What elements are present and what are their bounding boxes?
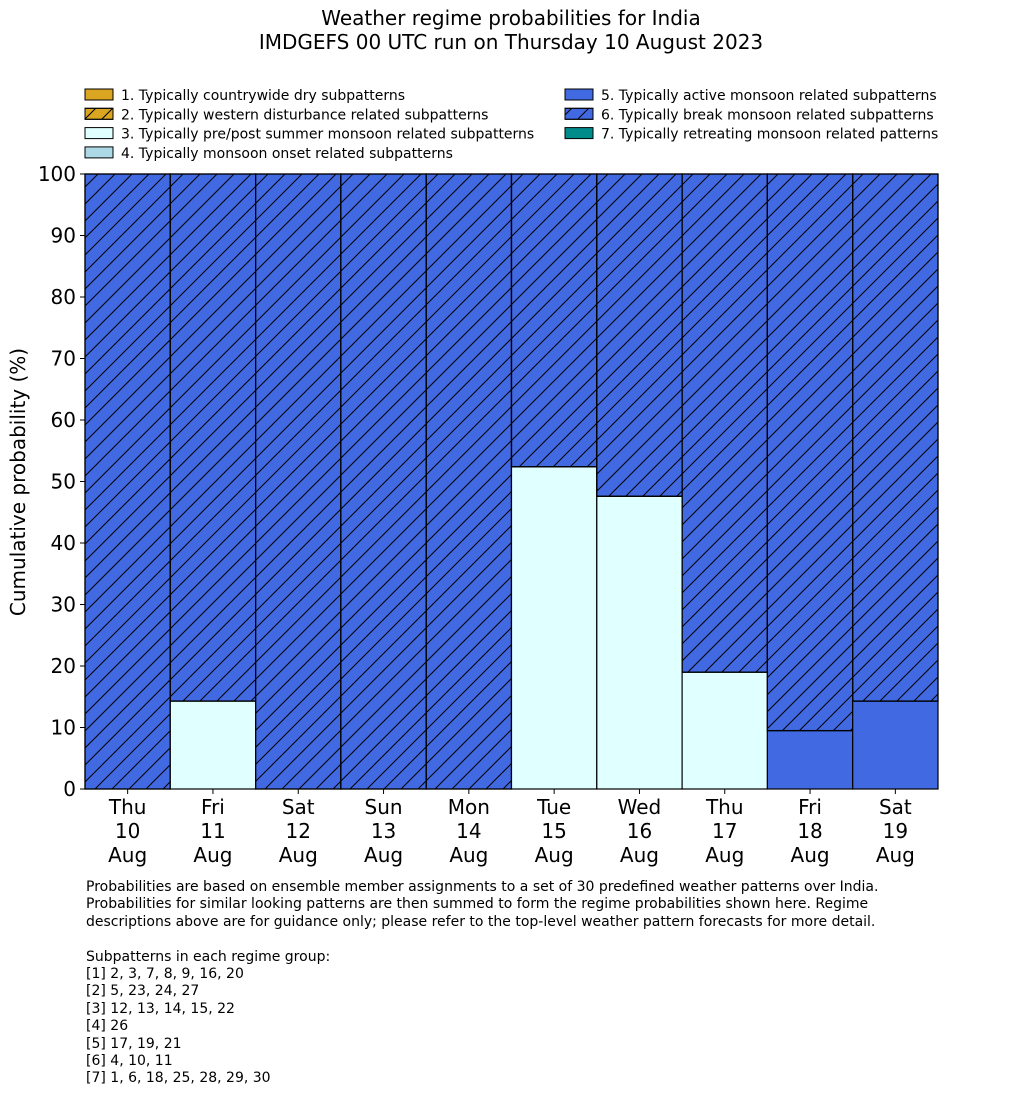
x-tick-label: 10 bbox=[114, 819, 141, 843]
legend-entry-5: 5. Typically active monsoon related subpatterns bbox=[601, 88, 937, 104]
bar-hatch-6-wed-16-aug bbox=[597, 174, 682, 496]
x-tick-label: Aug bbox=[449, 843, 489, 867]
legend-entry-4: 4. Typically monsoon onset related subpatterns bbox=[121, 145, 453, 162]
chart-title: Weather regime probabilities for India bbox=[321, 6, 701, 30]
footnote-line: descriptions above are for guidance only; please refer to the top-level weather pattern forecasts for more detail. bbox=[86, 913, 876, 930]
legend-entry-3: 3. Typically pre/post summer monsoon related subpatterns bbox=[121, 126, 535, 143]
footnote-explanation bbox=[86, 879, 986, 931]
bar-hatch-6-mon-14-aug bbox=[426, 174, 511, 789]
subpattern-groups-list bbox=[86, 966, 986, 1088]
y-axis-title: Cumulative probability (%) bbox=[6, 347, 30, 617]
legend-swatch-5 bbox=[565, 89, 593, 100]
y-tick-label: 100 bbox=[37, 162, 76, 186]
bar-stack-area bbox=[85, 174, 938, 789]
subpattern-group: [3] 12, 13, 14, 15, 22 bbox=[86, 1000, 235, 1017]
x-tick-label: Aug bbox=[364, 843, 404, 867]
subpattern-group: [2] 5, 23, 24, 27 bbox=[86, 983, 200, 1000]
x-tick-label: Aug bbox=[875, 843, 915, 867]
y-tick-label: 40 bbox=[50, 531, 76, 555]
footnote bbox=[86, 879, 986, 1088]
bar-segment-5-sat-19-aug bbox=[853, 701, 938, 789]
y-tick-label: 30 bbox=[50, 592, 76, 617]
y-tick-label: 80 bbox=[50, 285, 76, 309]
x-tick-label: 16 bbox=[626, 819, 653, 843]
x-tick-label: Aug bbox=[705, 843, 745, 867]
bar-segment-3-wed-16-aug bbox=[597, 496, 682, 789]
x-tick-label: Mon bbox=[447, 795, 490, 819]
y-tick-label: 60 bbox=[50, 408, 76, 432]
x-tick-label: Aug bbox=[619, 843, 659, 867]
legend-swatch-4 bbox=[85, 147, 113, 158]
y-tick-label: 50 bbox=[50, 469, 76, 494]
bar-segment-3-tue-15-aug bbox=[512, 467, 597, 789]
x-tick-label: Sun bbox=[364, 795, 403, 819]
x-tick-label: Wed bbox=[617, 795, 662, 819]
bar-hatch-6-thu-10-aug bbox=[85, 174, 170, 789]
bar-hatch-6-thu-17-aug bbox=[682, 174, 767, 672]
legend-swatch-hatch-2 bbox=[85, 108, 113, 119]
bar-segment-3-thu-17-aug bbox=[682, 672, 767, 789]
bar-hatch-6-fri-11-aug bbox=[170, 174, 255, 701]
x-tick-label: 11 bbox=[200, 819, 226, 843]
x-tick-label: Aug bbox=[278, 843, 318, 867]
bar-hatch-6-tue-15-aug bbox=[512, 174, 597, 467]
x-tick-label: Thu bbox=[705, 795, 744, 819]
subpattern-group: [7] 1, 6, 18, 25, 28, 29, 30 bbox=[86, 1070, 271, 1087]
x-tick-label: Fri bbox=[798, 795, 822, 819]
x-tick-label: Aug bbox=[108, 843, 148, 867]
x-tick-label: 12 bbox=[285, 819, 311, 843]
bar-segment-5-fri-18-aug bbox=[767, 731, 852, 789]
x-tick-label: Tue bbox=[537, 795, 572, 819]
footnote-line: Probabilities are based on ensemble member assignments to a set of 30 predefined weather patterns over India. bbox=[86, 879, 879, 895]
footnote-line: Probabilities for similar looking patterns are then summed to form the regime probabilities shown here. Regime bbox=[86, 896, 869, 913]
x-tick-label: Fri bbox=[201, 795, 225, 819]
subpattern-group: [4] 26 bbox=[86, 1018, 129, 1035]
x-tick-label: Sat bbox=[878, 795, 912, 819]
x-tick-label: 15 bbox=[541, 819, 567, 843]
x-tick-label: Aug bbox=[193, 843, 233, 867]
legend-swatch-hatch-6 bbox=[565, 108, 593, 119]
legend-entry-1: 1. Typically countrywide dry subpatterns bbox=[121, 88, 406, 104]
x-tick-label: Aug bbox=[790, 843, 830, 867]
legend-entry-6: 6. Typically break monsoon related subpatterns bbox=[601, 107, 934, 124]
legend-entry-7: 7. Typically retreating monsoon related patterns bbox=[601, 126, 939, 143]
x-tick-label: 13 bbox=[370, 819, 397, 843]
bar-segment-3-fri-11-aug bbox=[170, 701, 255, 789]
legend-entry-2: 2. Typically western disturbance related subpatterns bbox=[121, 107, 489, 124]
y-tick-label: 10 bbox=[50, 715, 76, 740]
y-tick-label: 90 bbox=[50, 223, 76, 248]
bar-hatch-6-sat-19-aug bbox=[853, 174, 938, 701]
x-tick-label: 14 bbox=[456, 819, 482, 843]
legend-swatch-1 bbox=[85, 89, 113, 100]
x-tick-label: Thu bbox=[108, 795, 147, 819]
legend bbox=[85, 88, 938, 162]
legend-swatch-3 bbox=[85, 128, 113, 139]
subpattern-group: [5] 17, 19, 21 bbox=[86, 1035, 182, 1052]
bar-hatch-6-sun-13-aug bbox=[341, 174, 426, 789]
legend-swatch-7 bbox=[565, 128, 593, 139]
y-tick-label: 20 bbox=[50, 654, 76, 678]
subpattern-group: [6] 4, 10, 11 bbox=[86, 1053, 173, 1070]
bar-hatch-6-sat-12-aug bbox=[256, 174, 341, 789]
x-tick-label: Sat bbox=[281, 795, 315, 819]
bar-hatch-6-fri-18-aug bbox=[767, 174, 852, 731]
x-tick-label: 17 bbox=[712, 819, 738, 843]
x-tick-label: 18 bbox=[797, 819, 823, 843]
subpattern-group: [1] 2, 3, 7, 8, 9, 16, 20 bbox=[86, 966, 244, 983]
x-tick-label: Aug bbox=[534, 843, 574, 867]
y-tick-label: 70 bbox=[50, 346, 76, 371]
chart-subtitle: IMDGEFS 00 UTC run on Thursday 10 August 2023 bbox=[258, 30, 764, 54]
y-tick-label: 0 bbox=[63, 777, 76, 801]
x-tick-label: 19 bbox=[882, 819, 909, 843]
subpattern-groups-heading: Subpatterns in each regime group: bbox=[86, 948, 331, 965]
